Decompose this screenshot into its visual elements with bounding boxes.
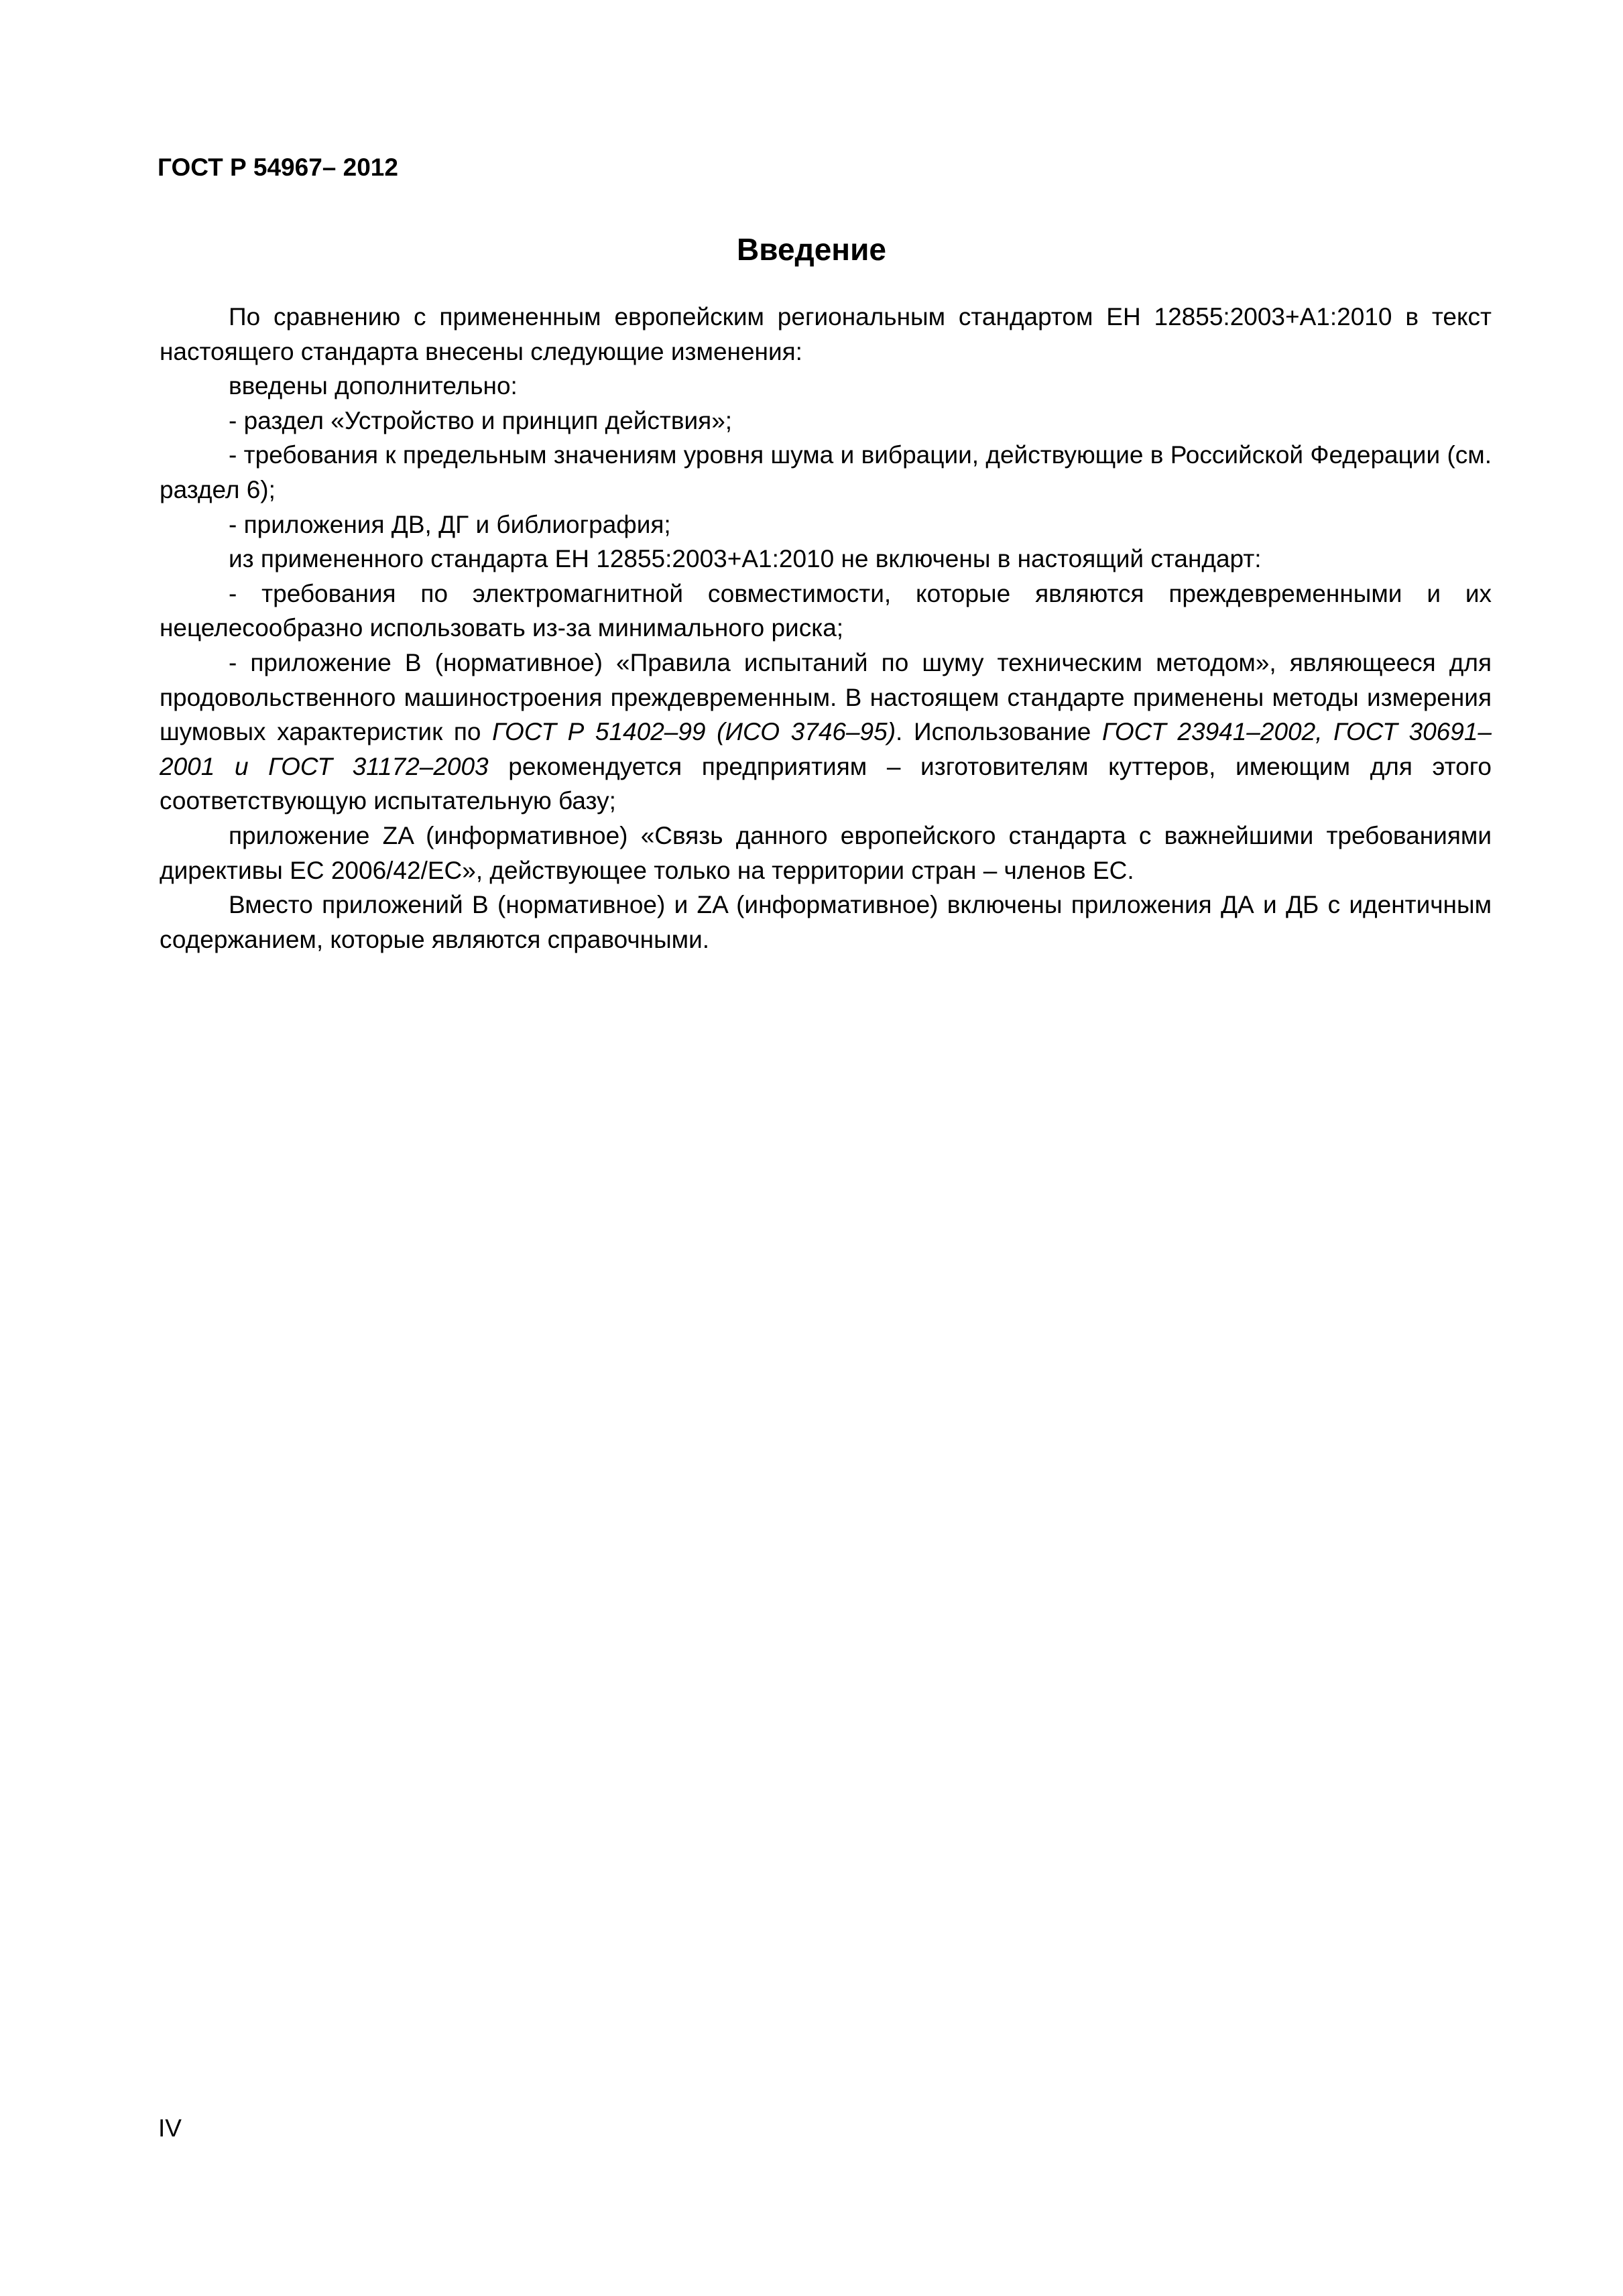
- paragraph-10: Вместо приложений В (нормативное) и ZA (информативное) включены приложения ДА и ДБ с идентичным содержанием, которые являются справочными.: [160, 891, 1492, 953]
- paragraph-2: введены дополнительно:: [229, 372, 518, 400]
- introduction-body: [160, 300, 1492, 957]
- page-number: IV: [158, 2114, 182, 2142]
- standard-reference-1: ГОСТ Р 51402–99 (ИСО 3746–95): [492, 718, 896, 746]
- paragraph-8: [160, 646, 1492, 819]
- paragraph-1: По сравнению с примененным европейским региональным стандартом ЕН 12855:2003+А1:2010 в текст настоящего стандарта внесены следующие изменения:: [160, 303, 1492, 365]
- paragraph-8-text-a: - приложение В (нормативное) «Правила испытаний по шуму техническим методом», являющееся для продовольственного машиностроения преждевременным. В настоящем стандарте применены методы измерения шумовых характеристик по: [160, 648, 1492, 746]
- paragraph-3: - раздел «Устройство и принцип действия»;: [229, 406, 733, 434]
- paragraph-7: - требования по электромагнитной совместимости, которые являются преждевременными и их нецелесообразно использовать из-за минимального риска;: [160, 579, 1492, 642]
- section-title: Введение: [737, 232, 886, 267]
- standard-reference-2: ГОСТ 23941–2002, ГОСТ 30691–2001 и ГОСТ 31172–2003: [160, 718, 1492, 780]
- paragraph-6: из примененного стандарта ЕН 12855:2003+А1:2010 не включены в настоящий стандарт:: [229, 545, 1262, 573]
- paragraph-8-text-c: рекомендуется предприятиям – изготовителям куттеров, имеющим для этого соответствующую испытательную базу;: [160, 752, 1492, 815]
- paragraph-9: приложение ZA (информативное) «Связь данного европейского стандарта с важнейшими требованиями директивы ЕС 2006/42/ЕС», действующее только на территории стран – членов ЕС.: [160, 821, 1492, 884]
- paragraph-4: - требования к предельным значениям уровня шума и вибрации, действующие в Российской Федерации (см. раздел 6);: [160, 441, 1492, 503]
- paragraph-8-text-b: . Использование: [896, 718, 1102, 746]
- paragraph-5: - приложения ДВ, ДГ и библиография;: [229, 510, 671, 538]
- document-code: ГОСТ Р 54967– 2012: [158, 154, 398, 181]
